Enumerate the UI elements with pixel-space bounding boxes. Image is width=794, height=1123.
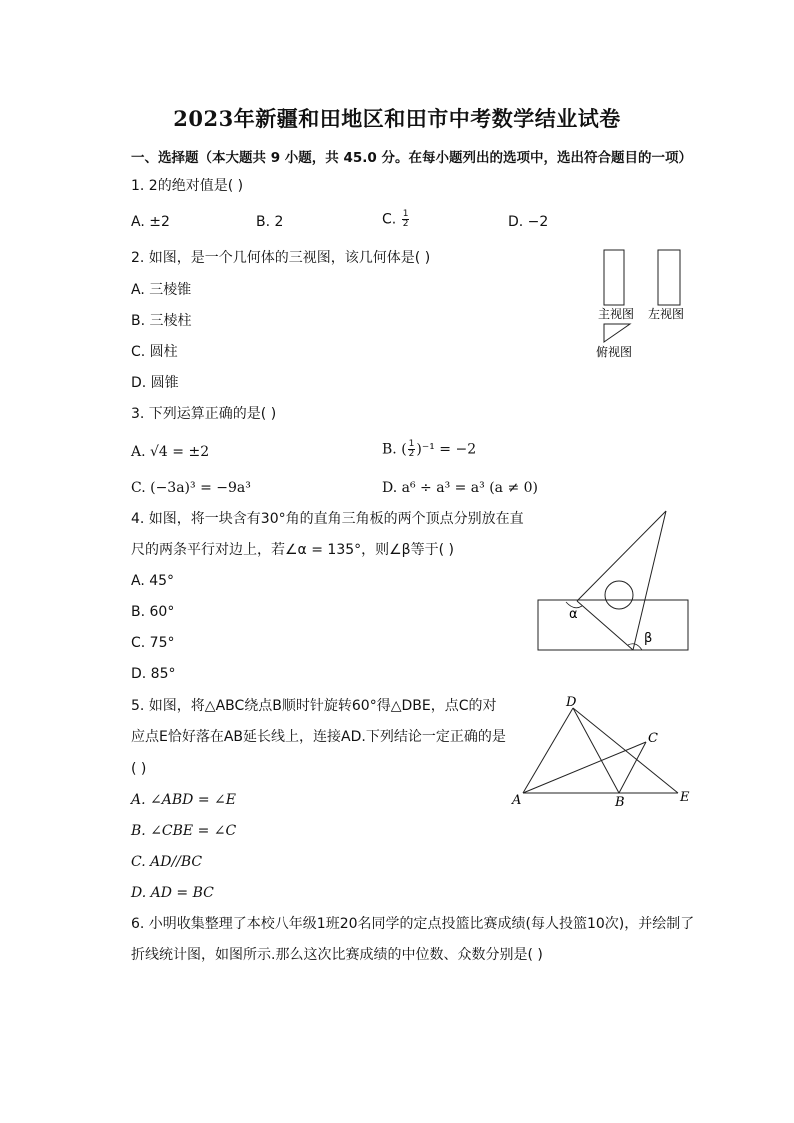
section-heading: 一、选择题（本大题共 9 小题，共 45.0 分。在每小题列出的选项中，选出符合题目的一项） [131,150,693,166]
fraction-denominator: 2 [402,219,409,229]
q3-option-a: A. √4 = ±2 [131,444,210,460]
q4-stem-line2: 尺的两条平行对边上，若∠α = 135°，则∠β等于( ) [131,542,454,558]
point-C-label: C [648,731,658,746]
q4-stem-line1: 4. 如图，将一块含有30°角的直角三角板的两个顶点分别放在直 [131,511,524,527]
exam-title: 2023年新疆和田地区和田市中考数学结业试卷 [173,106,621,131]
q1-option-b: B. 2 [256,214,284,230]
triangle-hole-circle [605,581,633,609]
q2-option-b: B. 三棱柱 [131,313,192,329]
left-view-rect [658,250,680,305]
q3-option-b-prefix: B. ( [382,441,407,458]
segment-AD [523,708,573,793]
q2-option-d: D. 圆锥 [131,375,179,391]
three-view-figure [590,245,700,365]
top-view-triangle [604,324,630,342]
q3-option-b-fraction [408,440,416,459]
q4-option-b: B. 60° [131,604,175,620]
q5-option-b: B. ∠CBE = ∠C [131,823,237,839]
front-view-rect [604,250,624,305]
triangle-side-1 [577,511,666,601]
triangle-side-2 [633,511,666,650]
q2-stem: 2. 如图，是一个几何体的三视图，该几何体是( ) [131,250,431,266]
point-A-label: A [512,793,522,808]
q1-stem: 1. 2的绝对值是( ) [131,178,244,194]
q5-option-a: A. ∠ABD = ∠E [131,792,236,808]
top-view-label: 俯视图 [596,345,633,359]
point-E-label: E [680,790,690,805]
q4-option-d: D. 85° [131,666,176,682]
q2-option-c: C. 圆柱 [131,344,178,360]
fraction-denominator: 2 [408,449,415,459]
point-D-label: D [566,695,577,710]
beta-label: β [644,631,653,646]
q3-option-d: D. a⁶ ÷ a³ = a³ (a ≠ 0) [382,480,539,496]
alpha-label: α [569,607,578,622]
q2-option-a: A. 三棱锥 [131,282,192,298]
q1-option-a: A. ±2 [131,214,170,230]
fraction-numerator: 1 [402,209,409,219]
segment-DB [573,708,619,793]
q5-rotation-figure [505,690,700,810]
q3-option-b-suffix: )⁻¹ = −2 [416,441,477,458]
fraction-numerator: 1 [408,439,415,449]
front-view-label: 主视图 [598,307,635,321]
left-view-label: 左视图 [648,307,685,321]
point-B-label: B [615,795,625,810]
q5-option-d: D. AD = BC [131,885,214,901]
q1-option-c [382,210,410,229]
q5-stem-line1: 5. 如图，将△ABC绕点B顺时针旋转60°得△DBE，点C的对 [131,698,497,714]
q3-option-b [382,440,476,459]
q6-stem-line1: 6. 小明收集整理了本校八年级1班20名同学的定点投篮比赛成绩(每人投篮10次)，并绘制了 [131,916,695,932]
q5-stem-line2: 应点E恰好落在AB延长线上，连接AD.下列结论一定正确的是 [131,729,506,745]
segment-AC [523,742,646,793]
q4-option-a: A. 45° [131,573,175,589]
q6-stem-line2: 折线统计图，如图所示.那么这次比赛成绩的中位数、众数分别是( ) [131,947,543,963]
q1-option-c-fraction [402,210,410,229]
q5-stem-line3: ( ) [131,761,147,777]
q1-option-d: D. −2 [508,214,549,230]
q3-stem: 3. 下列运算正确的是( ) [131,406,277,422]
q4-option-c: C. 75° [131,635,175,651]
q4-triangle-ruler-figure [530,505,700,657]
q1-option-c-label: C. [382,211,397,228]
q3-option-c: C. (−3a)³ = −9a³ [131,480,251,496]
q5-option-c: C. AD//BC [131,854,203,870]
segment-BC [619,742,646,793]
